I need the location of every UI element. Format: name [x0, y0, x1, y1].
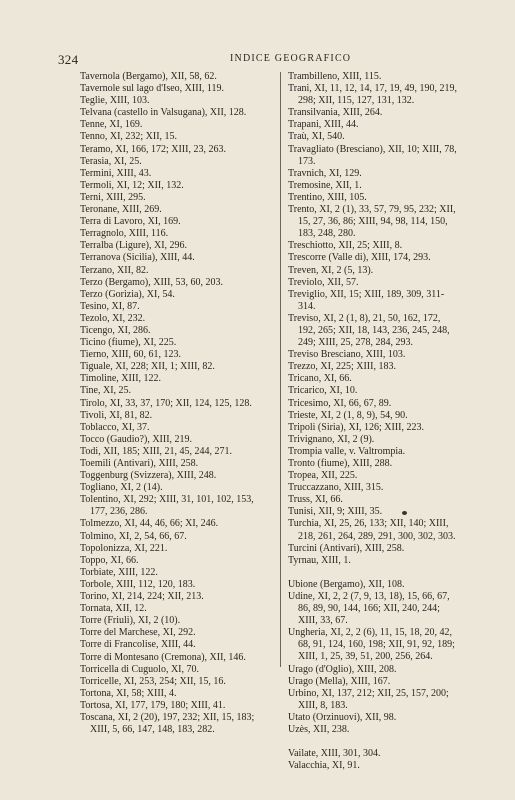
index-entry: Urago (d'Oglio), XIII, 208.: [288, 663, 397, 675]
index-entry: Terra di Lavoro, XI, 169.: [80, 216, 181, 228]
index-entry: Termini, XIII, 43.: [80, 167, 152, 179]
index-entry: Torbiate, XIII, 122.: [80, 566, 158, 578]
index-entry: Treviso, XI, 2 (1, 8), 21, 50, 162, 172, 192, 265; XII, 18, 143, 236, 245, 248, 249; XIII, 25, 278, 284, 293.: [288, 312, 450, 349]
index-entry: Tyrnau, XIII, 1.: [288, 554, 351, 566]
index-column-right: [288, 71, 460, 772]
index-entry: Tripoli (Siria), XI, 126; XIII, 223.: [288, 421, 425, 433]
index-entry: Ticino (fiume), XI, 225.: [80, 337, 177, 349]
index-entry: Tornata, XII, 12.: [80, 603, 147, 615]
index-entry: Toscana, XI, 2 (20), 197, 232; XII, 15, 183; XIII, 5, 66, 147, 148, 183, 282.: [80, 711, 255, 736]
index-entry: Terni, XIII, 295.: [80, 191, 146, 203]
index-entry: Terzo (Gorizia), XI, 54.: [80, 288, 175, 300]
index-entry: Udine, XI, 2, 2 (7, 9, 13, 18), 15, 66, 67, 86, 89, 90, 144, 166; XII, 240, 244; XIII, 33, 67.: [288, 590, 450, 627]
index-entry: Toblacco, XI, 37.: [80, 421, 150, 433]
index-entry: Todi, XII, 185; XIII, 21, 45, 244, 271.: [80, 445, 233, 457]
index-entry: Tortosa, XI, 177, 179, 180; XIII, 41.: [80, 699, 226, 711]
index-entry: Toggenburg (Svizzera), XIII, 248.: [80, 470, 217, 482]
page-header: [58, 52, 458, 68]
index-entry: Trambilleno, XIII, 115.: [288, 71, 382, 82]
page-number: 324: [58, 52, 79, 67]
index-entry: Terasia, XI, 25.: [80, 155, 142, 167]
index-entry: Tremosine, XII, 1.: [288, 179, 362, 191]
index-entry: Tricarico, XI, 10.: [288, 385, 358, 397]
index-entry: Teramo, XI, 166, 172; XIII, 23, 263.: [80, 143, 226, 155]
index-entry: Tolentino, XI, 292; XIII, 31, 101, 102, 153, 177, 236, 286.: [80, 494, 254, 518]
index-entry: Traù, XI, 540.: [288, 131, 345, 143]
index-entry: Tolmezzo, XI, 44, 46, 66; XI, 246.: [80, 518, 219, 530]
index-entry: Tezolo, XI, 232.: [80, 312, 146, 324]
index-entry: Tortona, XI, 58; XIII, 4.: [80, 687, 177, 699]
index-entry: Tine, XI, 25.: [80, 385, 132, 397]
index-entry: Tricano, XI, 66.: [288, 373, 352, 385]
index-entry: Trescorre (Valle di), XIII, 174, 293.: [288, 252, 431, 264]
index-entry: Tropea, XII, 225.: [288, 470, 358, 482]
column-divider: [280, 72, 281, 667]
index-entry: Travagliato (Bresciano), XII, 10; XIII, 78, 173.: [288, 143, 457, 167]
index-entry: Torino, XI, 214, 224; XII, 213.: [80, 591, 204, 603]
index-entry: Uzès, XII, 238.: [288, 723, 350, 735]
section-gap: [288, 567, 460, 579]
index-entry: Terranova (Sicilia), XIII, 44.: [80, 252, 195, 264]
index-entry: Treviolo, XII, 57.: [288, 276, 359, 288]
index-entry: Tenne, XI, 169.: [80, 119, 143, 131]
index-entry: Terzo (Bergamo), XIII, 53, 60, 203.: [80, 276, 223, 288]
index-entry: Trivignano, XI, 2 (9).: [288, 433, 375, 445]
index-entry: Timoline, XIII, 122.: [80, 373, 162, 385]
index-entry: Torre di Francolise, XIII, 44.: [80, 639, 196, 651]
index-entry: Tirolo, XI, 33, 37, 170; XII, 124, 125, 128.: [80, 397, 252, 409]
index-entry: Tesino, XI, 87.: [80, 300, 140, 312]
running-title: INDICE GEOGRAFICO: [230, 53, 352, 64]
index-entry: Tunisi, XII, 9; XIII, 35.: [288, 506, 383, 518]
index-entry: Tivoli, XI, 81, 82.: [80, 409, 153, 421]
index-entry: Tiguale, XI, 228; XII, 1; XIII, 82.: [80, 361, 215, 373]
index-entry: Utato (Orzinuovi), XII, 98.: [288, 711, 397, 723]
index-entry: Toemili (Antivari), XIII, 258.: [80, 458, 199, 469]
index-entry: Torricella di Cuguolo, XI, 70.: [80, 663, 199, 675]
index-entry: Ticengo, XI, 286.: [80, 324, 151, 336]
index-entry: Treviso Bresciano, XIII, 103.: [288, 349, 406, 361]
index-entry: Tocco (Gaudio?), XIII, 219.: [80, 433, 193, 445]
index-entry: Urbino, XI, 137, 212; XII, 25, 157, 200; XIII, 8, 183.: [288, 687, 449, 711]
index-entry: Togliano, XI, 2 (14).: [80, 482, 163, 494]
index-entry: Trezzo, XI, 225; XIII, 183.: [288, 361, 396, 373]
index-entry: Teglie, XIII, 103.: [80, 95, 150, 107]
index-entry: Treviglio, XII, 15; XIII, 189, 309, 311-314.: [288, 288, 445, 312]
index-entry: Tricesimo, XI, 66, 67, 89.: [288, 397, 392, 409]
index-entry: Tierno, XIII, 60, 61, 123.: [80, 349, 182, 361]
ink-blot: [402, 511, 407, 515]
index-entry: Toppo, XI, 66.: [80, 554, 139, 566]
index-entry: Trieste, XI, 2 (1, 8, 9), 54, 90.: [288, 409, 408, 421]
section-gap: [288, 736, 460, 748]
index-entry: Truss, XI, 66.: [288, 494, 343, 506]
index-entry: Telvana (castello in Valsugana), XII, 128.: [80, 107, 247, 119]
index-entry: Tolmino, XI, 2, 54, 66, 67.: [80, 530, 187, 542]
index-entry: Treschiotto, XII, 25; XIII, 8.: [288, 240, 403, 252]
index-entry: Torricelle, XI, 253, 254; XII, 15, 16.: [80, 675, 226, 687]
index-entry: Treven, XI, 2 (5, 13).: [288, 264, 374, 276]
index-entry: Topolonizza, XI, 221.: [80, 542, 168, 554]
index-entry: Trentino, XIII, 105.: [288, 191, 367, 203]
index-entry: Trompia valle, v. Valtrompia.: [288, 445, 406, 457]
index-entry: Valacchia, XI, 91.: [288, 760, 360, 772]
index-entry: Vailate, XIII, 301, 304.: [288, 748, 381, 760]
index-entry: Torbole, XIII, 112, 120, 183.: [80, 578, 196, 590]
index-entry: Turchia, XI, 25, 26, 133; XII, 140; XIII, 218, 261, 264, 289, 291, 300, 302, 303.: [288, 518, 456, 542]
index-entry: Trapani, XIII, 44.: [288, 119, 359, 131]
index-entry: Tenno, XI, 232; XII, 15.: [80, 131, 178, 143]
index-entry: Terzano, XII, 82.: [80, 264, 149, 276]
index-entry: Torre del Marchese, XI, 292.: [80, 627, 196, 639]
index-entry: Torre (Friuli), XI, 2 (10).: [80, 615, 181, 627]
index-entry: Turcini (Antivari), XIII, 258.: [288, 542, 405, 554]
index-entry: Trento, XI, 2 (1), 33, 57, 79, 95, 232; XII, 15, 27, 36, 86; XIII, 94, 98, 114, 150, 183, 248, 280.: [288, 204, 456, 240]
index-column-left: [80, 71, 270, 736]
index-entry: Truccazzano, XIII, 315.: [288, 482, 384, 494]
index-entry: Trani, XI, 11, 12, 14, 17, 19, 49, 190, 219, 298; XII, 115, 127, 131, 132.: [288, 83, 457, 107]
index-entry: Terralba (Ligure), XI, 296.: [80, 240, 188, 252]
index-entry: Terragnolo, XIII, 116.: [80, 228, 169, 240]
index-entry: Travnich, XI, 129.: [288, 167, 362, 179]
index-entry: Teronane, XIII, 269.: [80, 204, 162, 216]
index-entry: Ubione (Bergamo), XII, 108.: [288, 578, 405, 590]
index-entry: Ungheria, XI, 2, 2 (6), 11, 15, 18, 20, 42, 68, 91, 124, 160, 198; XII, 91, 92, 189; XIII, 1, 25, 39, 51, 200, 256, 264.: [288, 627, 455, 663]
index-entry: Urago (Mella), XIII, 167.: [288, 675, 391, 687]
index-entry: Tavernola (Bergamo), XII, 58, 62.: [80, 71, 217, 82]
index-entry: Transilvania, XIII, 264.: [288, 107, 383, 119]
index-entry: Tavernole sul lago d'Iseo, XIII, 119.: [80, 83, 225, 95]
index-entry: Torre di Montesano (Cremona), XII, 146.: [80, 651, 246, 663]
index-entry: Tronto (fiume), XIII, 288.: [288, 458, 393, 469]
index-entry: Termoli, XI, 12; XII, 132.: [80, 179, 184, 191]
